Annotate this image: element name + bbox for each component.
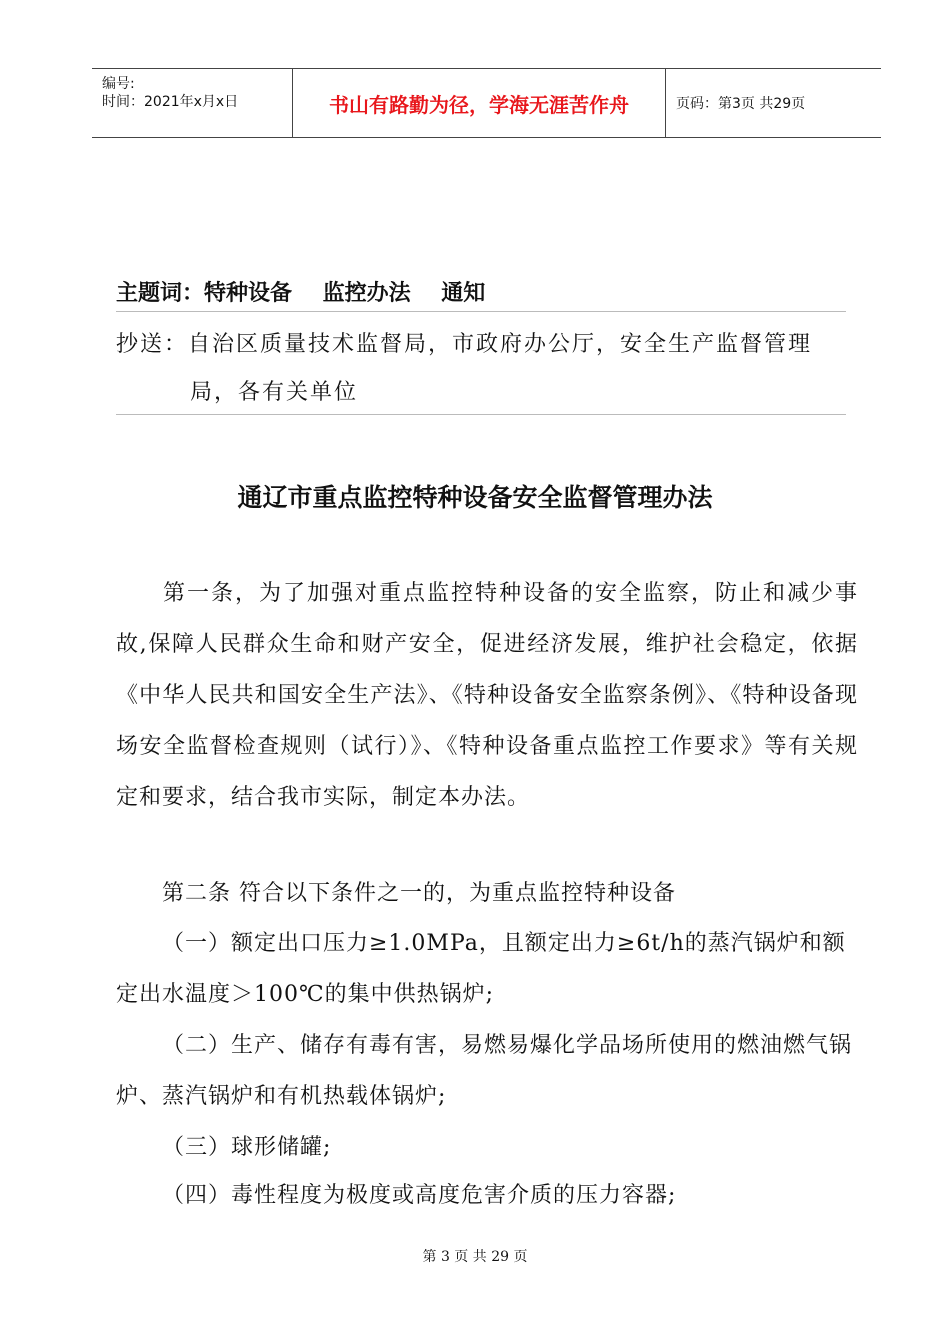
document-title: 通辽市重点监控特种设备安全监督管理办法 (237, 483, 713, 512)
list-item-text: （二）生产、储存有毒有害，易燃易爆化学品场所使用的燃油燃气锅炉、蒸汽锅炉和有机热载体锅炉; (116, 1033, 853, 1109)
cc-line-1: 抄送：自治区质量技术监督局，市政府办公厅，安全生产监督管理 (116, 332, 813, 357)
list-item (116, 1122, 858, 1173)
header-meta (92, 69, 293, 137)
divider (116, 414, 846, 415)
article-1-text: 第一条，为了加强对重点监控特种设备的安全监察，防止和减少事故,保障人民群众生命和财产安全，促进经济发展，维护社会稳定，依据《中华人民共和国安全生产法》、《特种设备安全监察条例》、《特种设备现场安全监督检查规则（试行）》、《特种设备重点监控工作要求》等有关规定和要求，结合我市实际，制定本办法。 (116, 581, 858, 810)
header-page-info: 页码：第3页 共29页 (676, 96, 806, 112)
list-item (116, 1170, 858, 1221)
article-2 (116, 868, 858, 919)
divider (116, 311, 846, 312)
page-footer: 第 3 页 共 29 页 (422, 1249, 528, 1265)
list-item (116, 1020, 858, 1122)
header-motto: 书山有路勤为径，学海无涯苦作舟 (293, 69, 666, 137)
time-label: 时间：2021年x月x日 (102, 94, 239, 110)
list-item-text: （一）额定出口压力≥1.0MPa，且额定出力≥6t/h的蒸汽锅炉和额定出水温度＞100℃的集中供热锅炉; (116, 931, 846, 1007)
list-item (116, 918, 858, 1020)
page-header (92, 68, 881, 138)
list-item-text: （三）球形储罐; (162, 1135, 332, 1160)
article-2-text: 第二条 符合以下条件之一的，为重点监控特种设备 (162, 881, 676, 906)
cc-line-2: 局，各有关单位 (190, 380, 359, 405)
article-1 (116, 568, 858, 823)
number-label: 编号: (102, 76, 135, 92)
list-item-text: （四）毒性程度为极度或高度危害介质的压力容器; (162, 1183, 677, 1208)
subject-keywords: 主题词：特种设备 监控办法 通知 (116, 281, 486, 306)
